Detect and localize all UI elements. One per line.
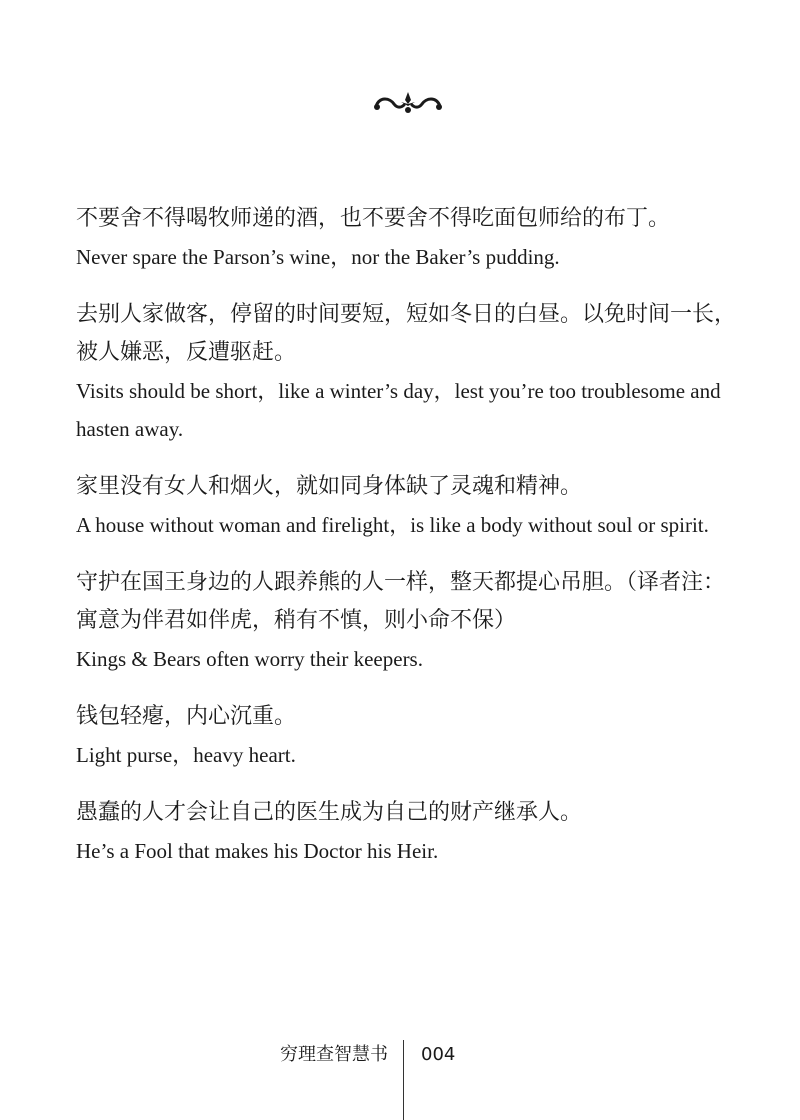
- proverb-chinese: 去别人家做客，停留的时间要短，短如冬日的白昼。以免时间一长，被人嫌恶，反遭驱赶。: [76, 302, 737, 365]
- proverb-english: Visits should be short，like a winter’s day，lest you’re too troublesome and hasten away.: [76, 379, 721, 441]
- proverb-chinese: 不要舍不得喝牧师递的酒，也不要舍不得吃面包师给的布丁。: [76, 206, 671, 231]
- proverb-chinese: 愚蠢的人才会让自己的医生成为自己的财产继承人。: [76, 800, 583, 825]
- proverb-entry: [76, 200, 746, 276]
- footer-divider: [403, 1040, 404, 1120]
- proverb-english: He’s a Fool that makes his Doctor his Heir.: [76, 839, 439, 863]
- proverb-english: Never spare the Parson’s wine，nor the Baker’s pudding.: [76, 245, 560, 269]
- proverb-entry: [76, 468, 746, 544]
- proverb-entry: [76, 296, 746, 448]
- proverb-entry: [76, 564, 746, 678]
- page-footer: [0, 1040, 800, 1120]
- proverb-english: Light purse，heavy heart.: [76, 743, 296, 767]
- fleuron-ornament-icon: [368, 88, 448, 118]
- proverb-chinese: 家里没有女人和烟火，就如同身体缺了灵魂和精神。: [76, 474, 583, 499]
- translator-note: （译者注：寓意为伴君如伴虎，稍有不慎，则小命不保）: [76, 570, 726, 633]
- proverb-chinese-text: 守护在国王身边的人跟养熊的人一样，整天都提心吊胆。: [76, 570, 627, 595]
- book-title: 穷理查智慧书: [280, 1044, 388, 1065]
- proverb-chinese: [76, 564, 746, 640]
- proverb-entry: [76, 698, 746, 774]
- proverb-entry: [76, 794, 746, 870]
- proverb-english: A house without woman and firelight，is like a body without soul or spirit.: [76, 513, 709, 537]
- proverb-english: Kings & Bears often worry their keepers.: [76, 647, 423, 671]
- proverb-chinese: 钱包轻瘪，内心沉重。: [76, 704, 297, 729]
- proverb-list: [76, 200, 746, 870]
- page-number: 004: [421, 1044, 456, 1065]
